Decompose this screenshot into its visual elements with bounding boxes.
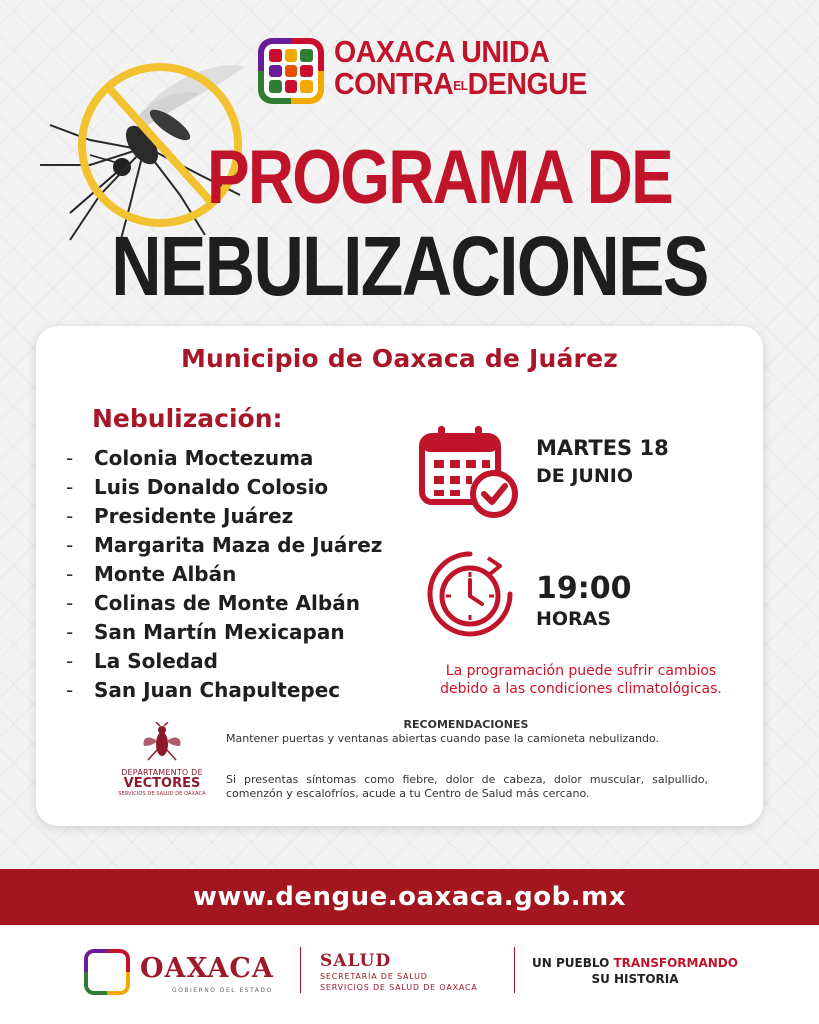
footer <box>0 925 819 1024</box>
date-line1: MARTES 18 <box>536 436 669 460</box>
time-line2: HORAS <box>536 608 612 630</box>
oaxaca-footer-logo <box>84 949 130 995</box>
vectores-logo <box>112 722 212 797</box>
footer-divider <box>300 947 301 993</box>
campaign-title-line1: OAXACA UNIDA <box>334 34 550 69</box>
list-item: - Luis Donaldo Colosio <box>66 475 329 499</box>
gobierno-label: GOBIERNO DEL ESTADO <box>172 987 273 994</box>
salud-logo <box>320 951 478 993</box>
footer-divider <box>514 947 515 993</box>
vectores-line2: VECTORES <box>123 776 201 791</box>
municipio-heading: Municipio de Oaxaca de Juárez <box>180 344 618 373</box>
salud-title: SALUD <box>320 951 392 971</box>
campaign-title <box>334 36 587 102</box>
info-card <box>36 326 763 826</box>
recomendaciones-title: RECOMENDACIONES <box>403 718 529 731</box>
vectores-line1: DEPARTAMENTO DE <box>121 768 203 777</box>
list-item: - Presidente Juárez <box>66 504 294 528</box>
list-item: - La Soledad <box>66 649 218 673</box>
website-link[interactable]: www.dengue.oaxaca.gob.mx <box>192 882 627 912</box>
insect-icon <box>140 722 184 762</box>
salud-line2: SECRETARÍA DE SALUD <box>320 972 428 981</box>
time-text <box>536 572 632 632</box>
clock-icon <box>424 548 516 640</box>
list-item: - San Martín Mexicapan <box>66 620 345 644</box>
list-item: - San Juan Chapultepec <box>66 678 341 702</box>
nebulizacion-label: Nebulización: <box>92 404 283 433</box>
list-item: - Margarita Maza de Juárez <box>66 533 383 557</box>
url-band <box>0 869 819 925</box>
weather-disclaimer: La programación puede sufrir cambios debido a las condiciones climatológicas. <box>440 663 722 697</box>
program-title <box>0 135 819 313</box>
time-line1: 19:00 <box>536 571 632 606</box>
colonias-list <box>66 444 382 705</box>
recomendacion-2: Si presentas síntomas como fiebre, dolor de cabeza, dolor muscular, salpullido, comenzón y escalofríos, acude a tu Centro de Salud más cercano. <box>226 773 708 800</box>
list-item: - Colinas de Monte Albán <box>66 591 360 615</box>
vectores-line3: SERVICIOS DE SALUD DE OAXACA <box>118 791 206 797</box>
program-title-line2: NEBULIZACIONES <box>111 219 708 313</box>
calendar-check-icon <box>418 424 520 520</box>
date-text <box>536 434 669 490</box>
recomendacion-1: Mantener puertas y ventanas abiertas cuando pase la camioneta nebulizando. <box>226 732 660 745</box>
salud-line3: SERVICIOS DE SALUD DE OAXACA <box>320 983 478 992</box>
list-item: - Monte Albán <box>66 562 237 586</box>
date-line2: DE JUNIO <box>536 465 633 487</box>
list-item: - Colonia Moctezuma <box>66 446 314 470</box>
slogan: UN PUEBLO TRANSFORMANDO SU HISTORIA <box>532 956 738 986</box>
oaxaca-wordmark: OAXACA <box>140 953 274 984</box>
program-title-line1: PROGRAMA DE <box>206 135 673 220</box>
campaign-title-line2: CONTRAELDENGUE <box>334 66 587 101</box>
oaxaca-logo <box>258 38 324 104</box>
